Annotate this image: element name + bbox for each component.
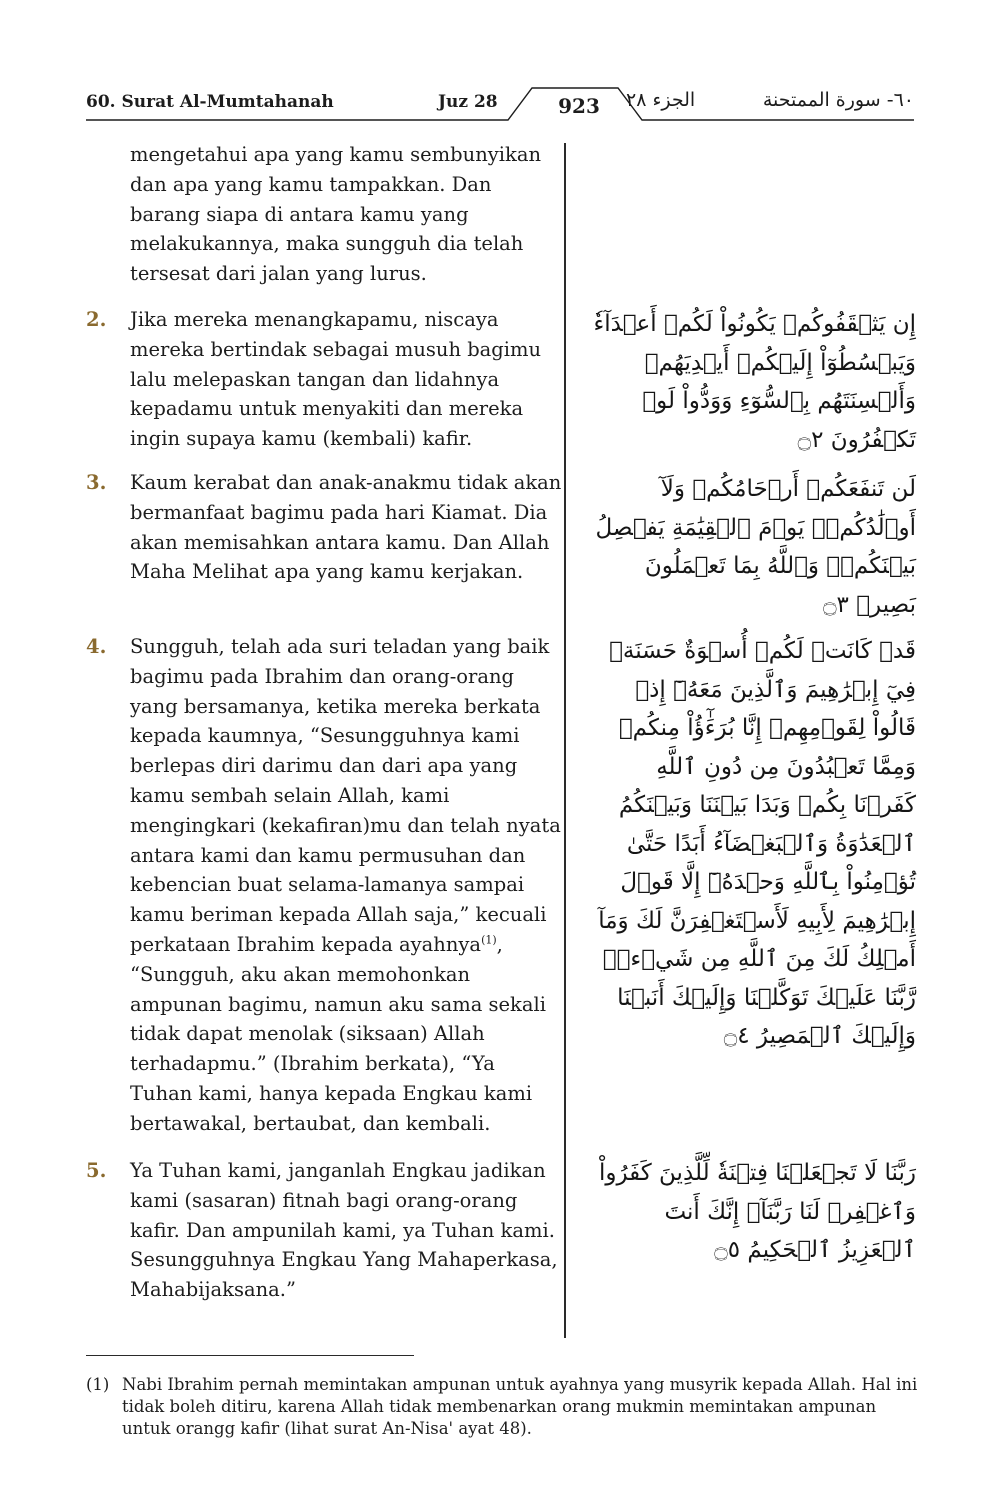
verse-number: 5. (86, 1159, 107, 1182)
footnote-text: Nabi Ibrahim pernah memintakan ampunan untuk ayahnya yang musyrik kepada Allah. Hal ini tidak boleh ditiru, karena Allah tidak membenarkan orang mukmin memintakan ampunan untuk orangg kafir (lihat surat An-Nisa' ayat 48). (122, 1375, 918, 1438)
page-number: 923 (558, 94, 600, 118)
verse-text: Ya Tuhan kami, janganlah Engkau jadikan kami (sasaran) fitnah bagi orang-orang kafir. Dan ampunilah kami, ya Tuhan kami. Sesungguhnya Engkau Yang Mahaperkasa, Mahabijaksana.” (130, 1159, 558, 1302)
verse-5-arabic: رَبَّنَا لَا تَجۡعَلۡنَا فِتۡنَةٗ لِّلَّذِينَ كَفَرُواْ وَٱغۡفِرۡ لَنَا رَبَّنَآۖ إِنَّكَ أَنتَ ٱلۡعَزِيزُ ٱلۡحَكِيمُ ۝٥ (598, 1160, 916, 1263)
verse-number: 2. (86, 308, 107, 331)
column-divider (564, 143, 566, 1338)
verse-text-part: , “Sungguh, aku akan memohonkan ampunan bagimu, namun aku sama sekali tidak dapat menolak (siksaan) Allah terhadapmu.” (Ibrahim berkata), “Ya Tuhan kami, hanya kepada Engkau kami bertawakal, bertaubat, dan kembali. (130, 932, 546, 1135)
footnote-mark: (1) (86, 1375, 110, 1394)
surah-title-latin: 60. Surat Al-Mumtahanah (86, 92, 334, 112)
verse-1-continuation: mengetahui apa yang kamu sembunyikan dan apa yang kamu tampakkan. Dan barang siapa di antara kamu yang melakukannya, maka sungguh dia telah tersesat dari jalan yang lurus. (130, 143, 542, 286)
verse-number: 3. (86, 471, 107, 494)
juz-label-latin: Juz 28 (438, 92, 498, 112)
verse-3-arabic: لَن تَنفَعَكُمۡ أَرۡحَامُكُمۡ وَلَآ أَوۡلَٰدُكُمۡۚ يَوۡمَ ٱلۡقِيَٰمَةِ يَفۡصِلُ بَيۡنَكُمۡۚ وَٱللَّهُ بِمَا تَعۡمَلُونَ بَصِيرٞ ۝٣ (595, 476, 916, 618)
verse-4-arabic: قَدۡ كَانَتۡ لَكُمۡ أُسۡوَةٌ حَسَنَةٞ فِيٓ إِبۡرَٰهِيمَ وَٱلَّذِينَ مَعَهُۥٓ إِذۡ قَالُواْ لِقَوۡمِهِمۡ إِنَّا بُرَءَٰٓؤُاْ مِنكُمۡ وَمِمَّا تَعۡبُدُونَ مِن دُونِ ٱللَّهِ كَفَرۡنَا بِكُمۡ وَبَدَا بَيۡنَنَا وَبَيۡنَكُمُ ٱلۡعَدَٰوَةُ وَٱلۡبَغۡضَآءُ أَبَدًا حَتَّىٰ تُؤۡمِنُواْ بِٱللَّهِ وَحۡدَهُۥٓ إِلَّا قَوۡلَ إِبۡرَٰهِيمَ لِأَبِيهِ لَأَسۡتَغۡفِرَنَّ لَكَ وَمَآ أَمۡلِكُ لَكَ مِنَ ٱللَّهِ مِن شَيۡءٖۖ رَّبَّنَا عَلَيۡكَ تَوَكَّلۡنَا وَإِلَيۡكَ أَنَبۡنَا وَإِلَيۡكَ ٱلۡمَصِيرُ ۝٤ (598, 638, 916, 1049)
footnote-rule (86, 1355, 414, 1356)
verse-text: Kaum kerabat dan anak-anakmu tidak akan bermanfaat bagimu pada hari Kiamat. Dia akan memisahkan antara kamu. Dan Allah Maha Melihat apa yang kamu kerjakan. (130, 471, 562, 584)
surah-title-arabic: ٦٠- سورة الممتحنة (762, 89, 914, 111)
verse-text (130, 632, 562, 1139)
verse-text: Jika mereka menangkapamu, niscaya mereka bertindak sebagai musuh bagimu lalu melepaskan tangan dan lidahnya kepadamu untuk menyakiti dan mereka ingin supaya kamu (kembali) kafir. (130, 308, 542, 451)
footnote-reference[interactable]: (1) (481, 933, 497, 947)
verse-2-arabic: إِن يَثۡقَفُوكُمۡ يَكُونُواْ لَكُمۡ أَعۡدَآءٗ وَيَبۡسُطُوٓاْ إِلَيۡكُمۡ أَيۡدِيَهُمۡ وَأَلۡسِنَتَهُم بِٱلسُّوٓءِ وَوَدُّواْ لَوۡ تَكۡفُرُونَ ۝٢ (593, 311, 916, 453)
juz-label-arabic: الجزء ٢٨ (626, 89, 696, 111)
page-header (86, 84, 914, 124)
verse-number: 4. (86, 635, 107, 658)
verse-text-part: Sungguh, telah ada suri teladan yang baik bagimu pada Ibrahim dan orang-orang yang bersamanya, ketika mereka berkata kepada kaumnya, “Sesungguhnya kami berlepas diri darimu dan dari apa yang kamu sembah selain Allah, kami mengingkari (kekafiran)mu dan telah nyata antara kami dan kamu permusuhan dan kebencian buat selama-lamanya sampai kamu beriman kepada Allah saja,” kecuali perkataan Ibrahim kepada ayahnya (130, 635, 561, 956)
